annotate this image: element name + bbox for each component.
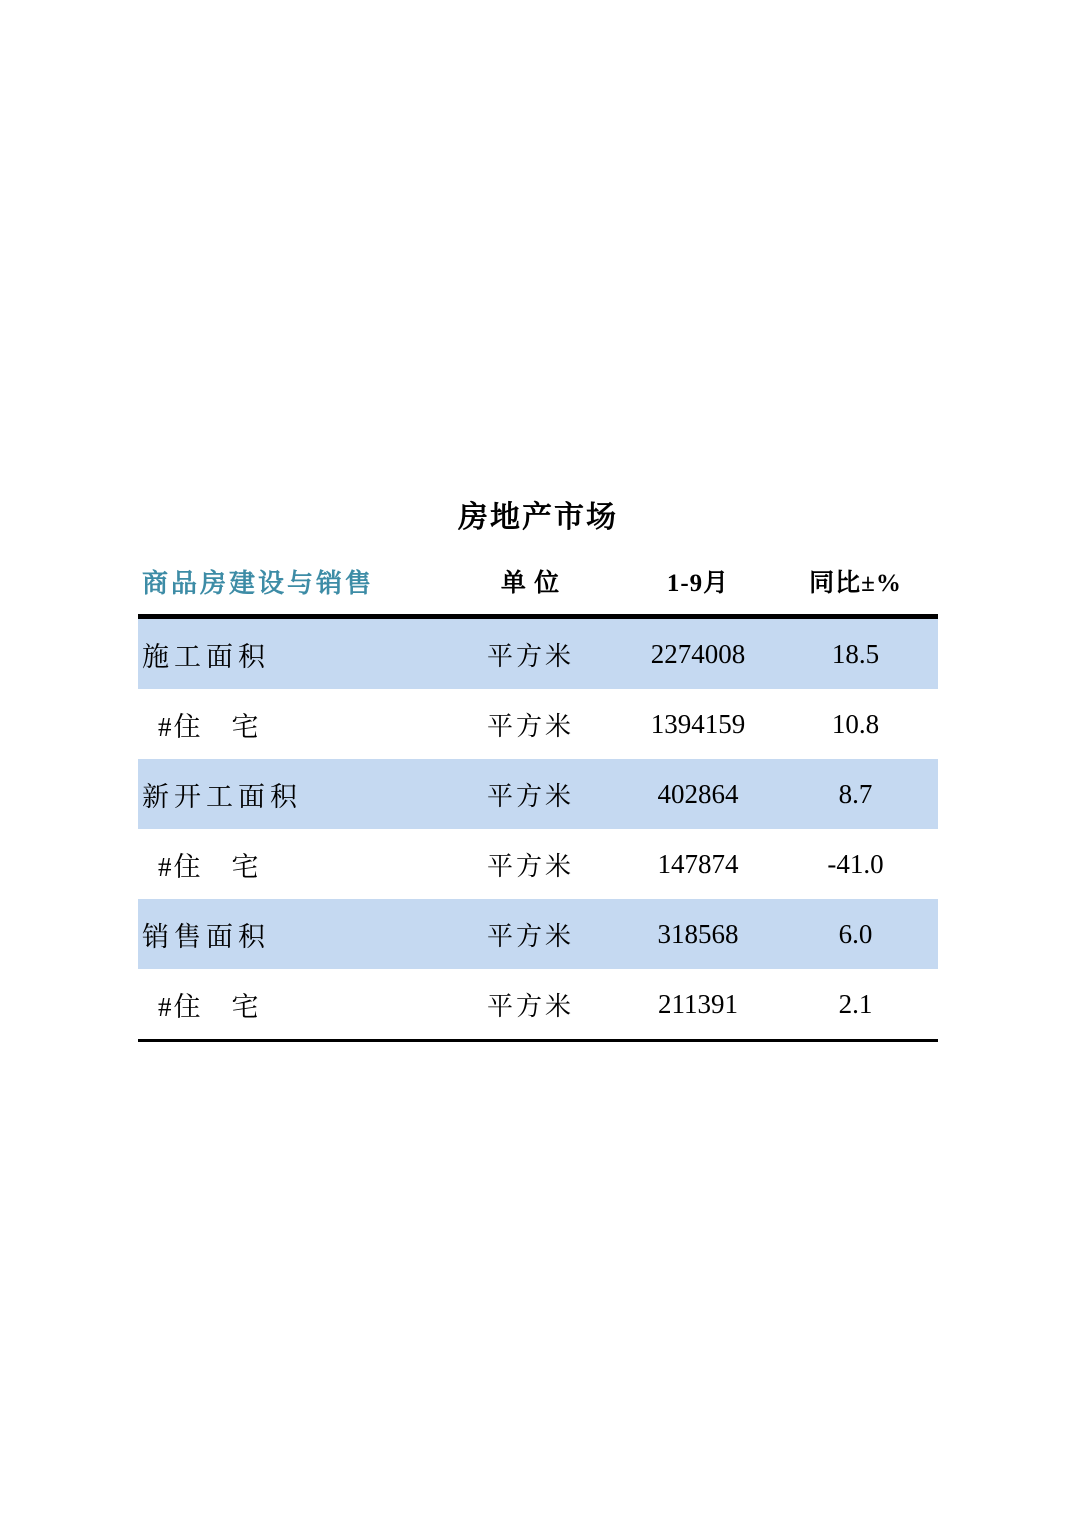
row-unit: 平方米 xyxy=(486,781,574,811)
table-row xyxy=(138,689,938,759)
row-unit: 平方米 xyxy=(486,851,574,881)
table-row xyxy=(138,969,938,1039)
column-header-unit: 单 位 xyxy=(500,570,561,597)
row-value: 2274008 xyxy=(650,638,746,669)
row-yoy: 6.0 xyxy=(838,918,873,949)
row-label: 销售面积 xyxy=(142,921,270,952)
row-yoy: 18.5 xyxy=(831,638,880,669)
table-section-header: 商品房建设与销售 xyxy=(142,568,375,598)
row-unit: 平方米 xyxy=(486,991,574,1021)
table-row xyxy=(138,829,938,899)
row-unit: 平方米 xyxy=(486,921,574,951)
row-value: 211391 xyxy=(658,988,738,1019)
row-value: 147874 xyxy=(657,848,739,879)
row-label: 施工面积 xyxy=(142,641,270,672)
row-label: #住 宅 xyxy=(158,711,261,742)
row-label: 新开工面积 xyxy=(142,781,302,812)
row-yoy: -41.0 xyxy=(827,848,884,879)
table-row xyxy=(138,899,938,969)
row-label: #住 宅 xyxy=(158,991,261,1022)
row-value: 1394159 xyxy=(650,708,746,739)
row-yoy: 8.7 xyxy=(838,778,873,809)
row-yoy: 10.8 xyxy=(831,708,880,739)
real-estate-table-section xyxy=(138,496,938,1042)
table-row xyxy=(138,759,938,829)
row-label: #住 宅 xyxy=(158,851,261,882)
column-header-period: 1-9月 xyxy=(666,570,730,597)
table-header-row xyxy=(138,556,938,606)
row-value: 318568 xyxy=(657,918,739,949)
table-body xyxy=(138,614,938,1042)
table-row xyxy=(138,619,938,689)
row-unit: 平方米 xyxy=(486,641,574,671)
row-yoy: 2.1 xyxy=(838,988,873,1019)
column-header-yoy: 同比±% xyxy=(809,570,902,597)
page-title: 房地产市场 xyxy=(458,500,618,535)
row-unit: 平方米 xyxy=(486,711,574,741)
row-value: 402864 xyxy=(657,778,739,809)
